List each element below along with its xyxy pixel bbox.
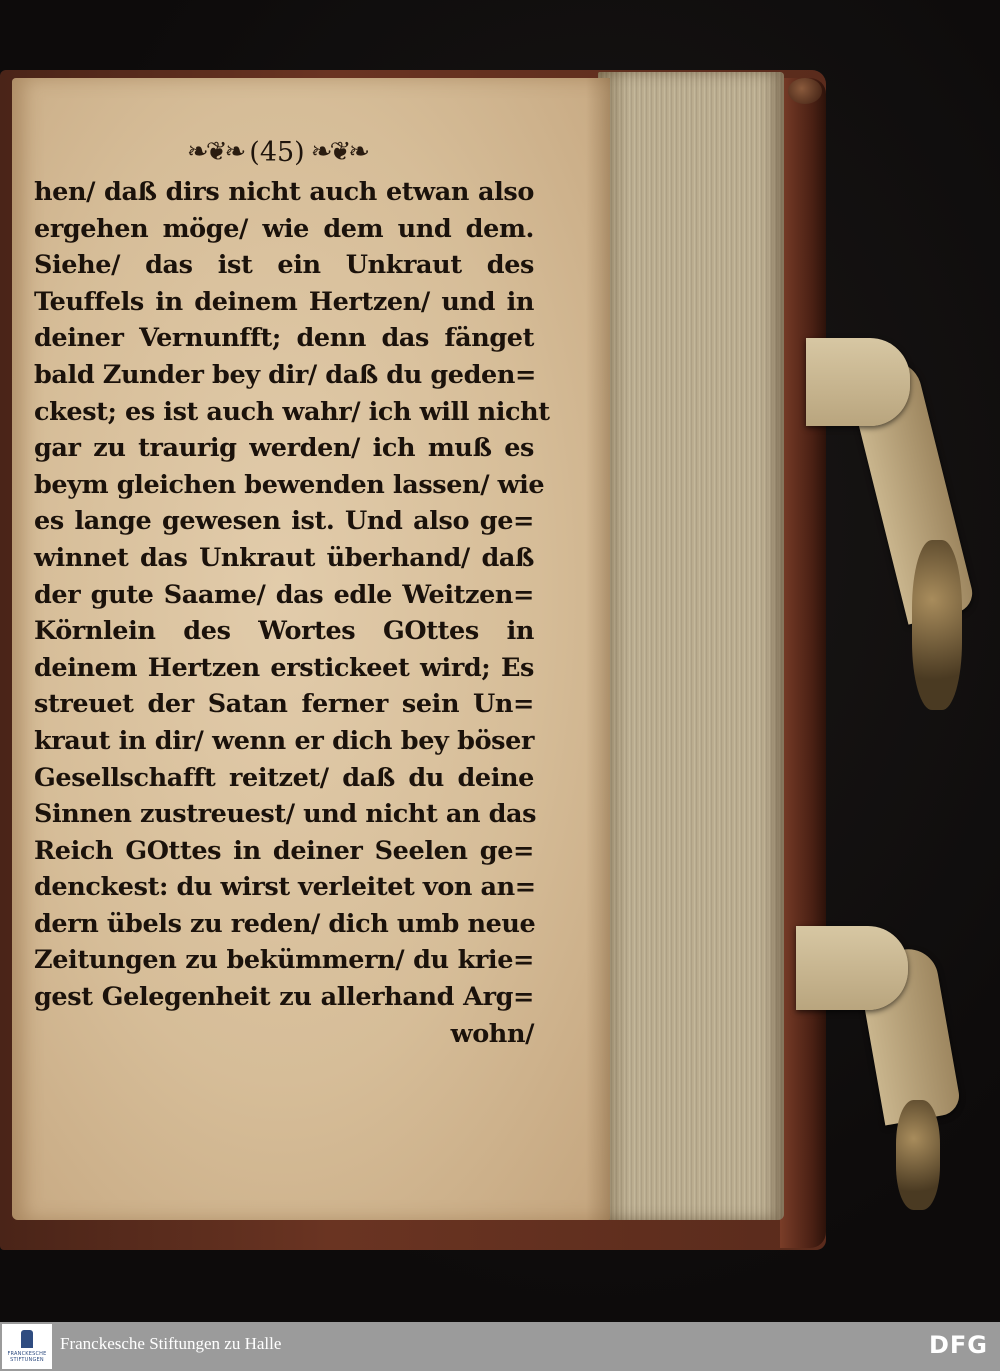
text-line: deinem Hertzen erstickeet wird; Es	[34, 652, 534, 683]
text-line: beym gleichen bewenden lassen/ wie	[34, 469, 545, 500]
clasp-strap-lower	[796, 926, 908, 1010]
text-line: Körnlein des Wortes GOttes in	[34, 616, 534, 647]
footer-bar	[0, 1322, 1000, 1371]
text-line: Zeitungen zu bekümmern/ du krie=	[34, 945, 534, 976]
page-number: (45)	[249, 136, 305, 168]
text-line: gar zu traurig werden/ ich muß es	[34, 433, 534, 464]
text-line: ckest; es ist auch wahr/ ich will nicht	[34, 396, 550, 427]
text-line: Gesellschafft reitzet/ daß du deine	[34, 762, 534, 793]
text-line: gest Gelegenheit zu allerhand Arg=	[34, 982, 534, 1013]
clasp-strap-upper	[806, 338, 910, 426]
dfg-logo[interactable]: DFG	[928, 1331, 988, 1359]
text-line: Siehe/ das ist ein Unkraut des	[34, 250, 534, 281]
text-line: Sinnen zustreuest/ und nicht an das	[34, 799, 537, 830]
text-line: kraut in dir/ wenn er dich bey böser	[34, 725, 534, 756]
book-page	[12, 78, 610, 1220]
text-line: hen/ daß dirs nicht auch etwan also	[34, 177, 534, 207]
header-ornament-left: ❧❦❧	[186, 137, 244, 167]
logo-building-icon	[21, 1330, 33, 1348]
text-line: denckest: du wirst verleitet von an=	[34, 872, 536, 903]
header-ornament-right: ❧❦❧	[310, 137, 368, 167]
text-line: winnet das Unkraut überhand/ daß	[34, 542, 534, 573]
institution-logo[interactable]	[2, 1324, 52, 1369]
text-line: es lange gewesen ist. Und also ge=	[34, 506, 534, 537]
text-line: dern übels zu reden/ dich umb neue	[34, 908, 536, 939]
text-line: der gute Saame/ das edle Weitzen=	[34, 579, 534, 610]
logo-text: FRANCKESCHE STIFTUNGEN	[7, 1351, 47, 1363]
text-line: wohn/	[450, 1018, 534, 1049]
text-line: deiner Vernunfft; denn das fänget	[34, 323, 534, 354]
text-line: ergehen möge/ wie dem und dem.	[34, 213, 534, 244]
institution-name[interactable]: Franckesche Stiftungen zu Halle	[60, 1334, 282, 1353]
book-cover-edge	[780, 78, 826, 1248]
clasp-metal-lower	[896, 1100, 940, 1210]
text-line: streuet der Satan ferner sein Un=	[34, 689, 534, 720]
cover-knob	[788, 78, 822, 104]
text-line: bald Zunder bey dir/ daß du geden=	[34, 359, 536, 390]
clasp-metal-upper	[912, 540, 962, 710]
page-header	[172, 132, 382, 172]
page-text	[34, 174, 550, 1052]
text-line: Reich GOttes in deiner Seelen ge=	[34, 835, 534, 866]
text-line: Teuffels in deinem Hertzen/ und in	[34, 286, 534, 317]
